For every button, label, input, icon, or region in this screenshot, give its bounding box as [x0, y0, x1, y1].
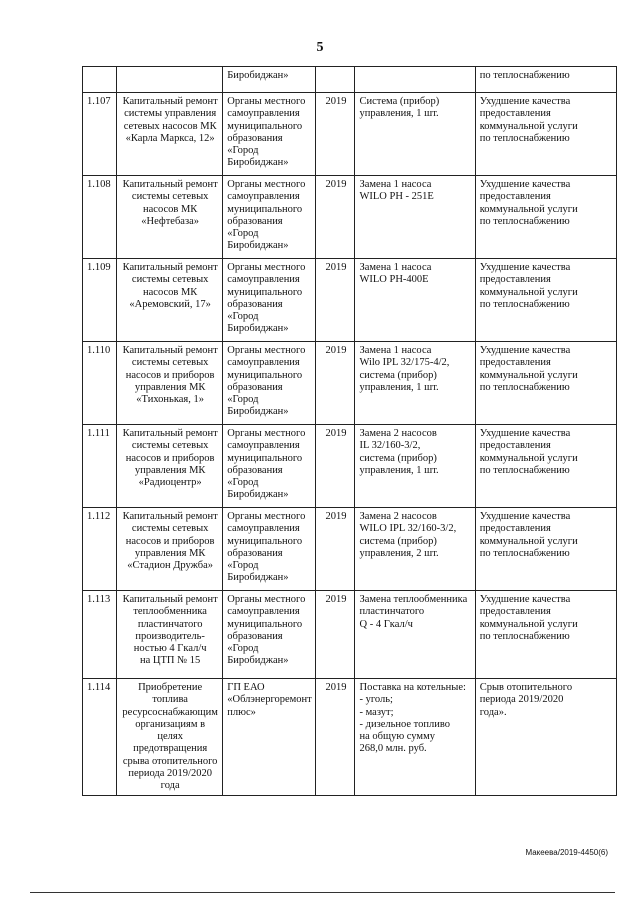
consequence: Ухудшение качества предоставления коммунальной услуги по теплоснабжению	[475, 425, 616, 508]
table-row	[83, 591, 617, 679]
measure-description: Замена теплообменника пластинчатого Q - 4 Гкал/ч	[355, 591, 475, 679]
table-row	[83, 176, 617, 259]
row-number: 1.112	[83, 508, 117, 591]
row-number: 1.113	[83, 591, 117, 679]
year: 2019	[316, 342, 355, 425]
measure-description: Замена 1 насоса WILO РН - 251Е	[355, 176, 475, 259]
table-row	[83, 259, 617, 342]
row-number: 1.114	[83, 679, 117, 796]
bottom-divider	[30, 892, 615, 893]
year: 2019	[316, 259, 355, 342]
measure-description: Замена 1 насоса Wilo IPL 32/175-4/2, система (прибор) управления, 1 шт.	[355, 342, 475, 425]
year: 2019	[316, 425, 355, 508]
page-number: 5	[316, 40, 324, 55]
measure-name	[117, 67, 223, 93]
document-code: Макеева/2019-4450(6)	[525, 848, 608, 857]
row-number: 1.111	[83, 425, 117, 508]
measure-name: Капитальный ремонт системы сетевых насосов МК «Нефтебаза»	[117, 176, 223, 259]
row-number: 1.109	[83, 259, 117, 342]
table-row	[83, 67, 617, 93]
measure-description: Замена 1 насоса WILO РН-400Е	[355, 259, 475, 342]
responsible-org: Органы местного самоуправления муниципального образования «Город Биробиджан»	[223, 259, 316, 342]
consequence: Срыв отопительного периода 2019/2020 года».	[475, 679, 616, 796]
table-row	[83, 93, 617, 176]
consequence: Ухудшение качества предоставления коммунальной услуги по теплоснабжению	[475, 591, 616, 679]
consequence: Ухудшение качества предоставления коммунальной услуги по теплоснабжению	[475, 93, 616, 176]
responsible-org: Органы местного самоуправления муниципального образования «Город Биробиджан»	[223, 425, 316, 508]
measure-name: Капитальный ремонт системы сетевых насосов МК «Аремовский, 17»	[117, 259, 223, 342]
measure-description: Поставка на котельные: - уголь; - мазут; - дизельное топливо на общую сумму 268,0 млн. руб.	[355, 679, 475, 796]
responsible-org: ГП ЕАО «Облэнергоремонт плюс»	[223, 679, 316, 796]
table-row	[83, 679, 617, 796]
row-number: 1.108	[83, 176, 117, 259]
year	[316, 67, 355, 93]
consequence: Ухудшение качества предоставления коммунальной услуги по теплоснабжению	[475, 176, 616, 259]
measure-name: Капитальный ремонт системы управления сетевых насосов МК «Карла Маркса, 12»	[117, 93, 223, 176]
responsible-org: Органы местного самоуправления муниципального образования «Город Биробиджан»	[223, 342, 316, 425]
responsible-org: Органы местного самоуправления муниципального образования «Город Биробиджан»	[223, 508, 316, 591]
measure-name: Капитальный ремонт системы сетевых насосов и приборов управления МК «Тихонькая, 1»	[117, 342, 223, 425]
row-number: 1.110	[83, 342, 117, 425]
measure-name: Капитальный ремонт теплообменника пластинчатого производитель- ностью 4 Гкал/ч на ЦТП № 15	[117, 591, 223, 679]
table-row	[83, 508, 617, 591]
measure-description: Замена 2 насосов WILO IPL 32/160-3/2, система (прибор) управления, 2 шт.	[355, 508, 475, 591]
year: 2019	[316, 176, 355, 259]
row-number	[83, 67, 117, 93]
table-row	[83, 342, 617, 425]
responsible-org: Органы местного самоуправления муниципального образования «Город Биробиджан»	[223, 93, 316, 176]
year: 2019	[316, 93, 355, 176]
year: 2019	[316, 508, 355, 591]
consequence: Ухудшение качества предоставления коммунальной услуги по теплоснабжению	[475, 508, 616, 591]
measure-description	[355, 67, 475, 93]
measure-name: Приобретение топлива ресурсоснабжающим организациям в целях предотвращения срыва отопительного периода 2019/2020 года	[117, 679, 223, 796]
measures-table	[82, 66, 617, 796]
year: 2019	[316, 679, 355, 796]
responsible-org: Органы местного самоуправления муниципального образования «Город Биробиджан»	[223, 176, 316, 259]
year: 2019	[316, 591, 355, 679]
table-row	[83, 425, 617, 508]
responsible-org: Органы местного самоуправления муниципального образования «Город Биробиджан»	[223, 591, 316, 679]
measure-description: Система (прибор) управления, 1 шт.	[355, 93, 475, 176]
consequence: Ухудшение качества предоставления коммунальной услуги по теплоснабжению	[475, 259, 616, 342]
measure-name: Капитальный ремонт системы сетевых насосов и приборов управления МК «Радиоцентр»	[117, 425, 223, 508]
consequence: Ухудшение качества предоставления коммунальной услуги по теплоснабжению	[475, 342, 616, 425]
measure-name: Капитальный ремонт системы сетевых насосов и приборов управления МК «Стадион Дружба»	[117, 508, 223, 591]
measure-description: Замена 2 насосов IL 32/160-3/2, система (прибор) управления, 1 шт.	[355, 425, 475, 508]
row-number: 1.107	[83, 93, 117, 176]
consequence: по теплоснабжению	[475, 67, 616, 93]
responsible-org: Биробиджан»	[223, 67, 316, 93]
